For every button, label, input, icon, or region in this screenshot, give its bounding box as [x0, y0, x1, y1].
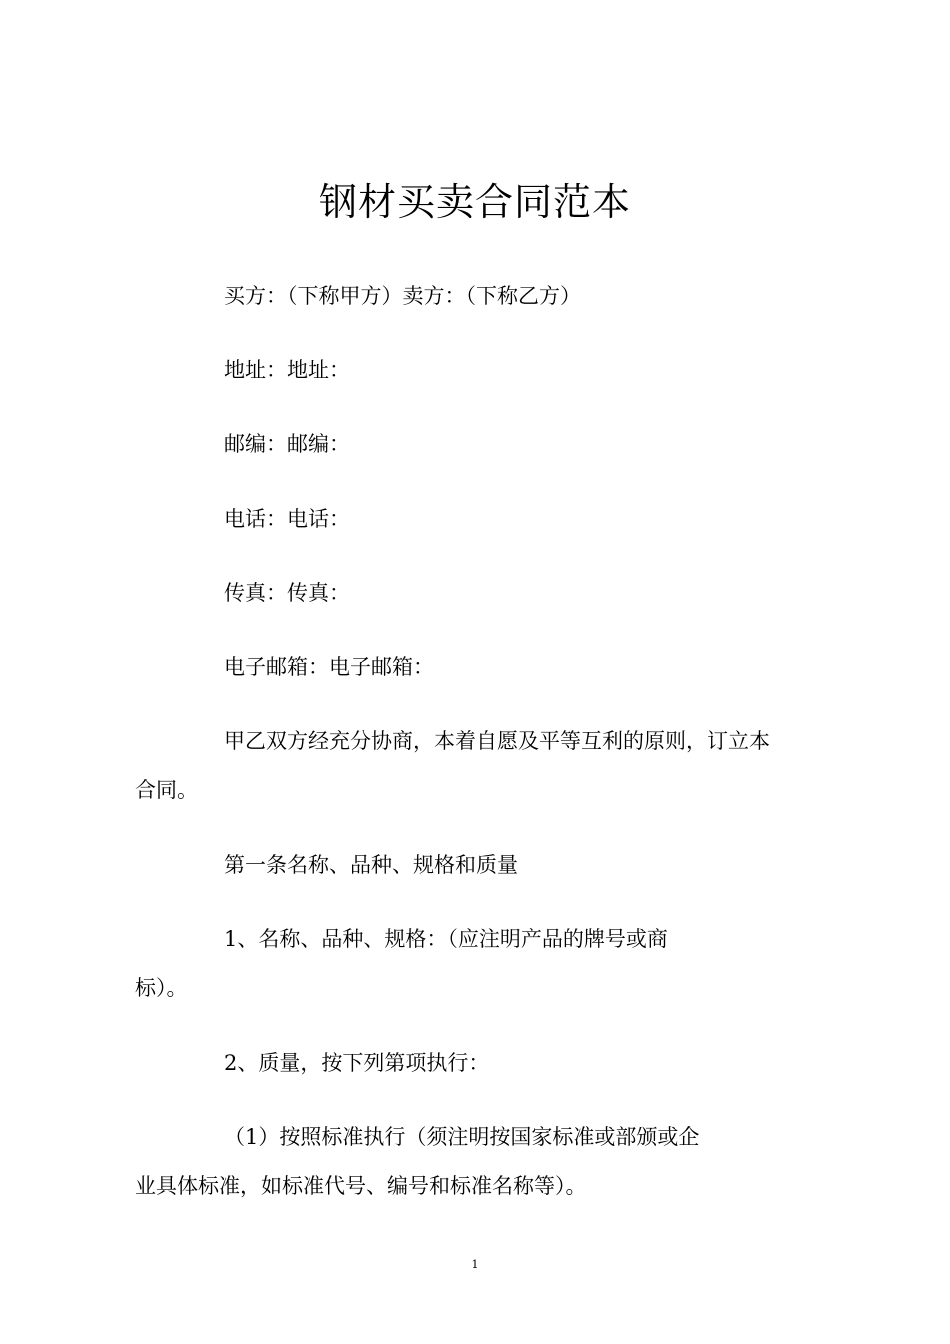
paragraph-email	[135, 643, 815, 692]
paragraph-line: 邮编：邮编：	[224, 432, 350, 456]
paragraph-line: 业具体标准，如标准代号、编号和标准名称等）。	[135, 1174, 587, 1198]
paragraph-parties	[135, 272, 815, 321]
paragraph-line: 标）。	[135, 976, 188, 1000]
paragraph-item-2-1	[135, 1113, 815, 1211]
page-number: 1	[471, 1258, 479, 1271]
paragraph-line: 2、质量，按下列第项执行：	[224, 1051, 490, 1075]
paragraph-fax	[135, 569, 815, 618]
paragraph-item-2	[135, 1039, 815, 1088]
paragraph-line: 传真：传真：	[224, 581, 350, 605]
paragraph-phone	[135, 495, 815, 544]
paragraph-line: 电子邮箱：电子邮箱：	[224, 655, 434, 679]
paragraph-address	[135, 346, 815, 395]
paragraph-line: 地址：地址：	[224, 358, 350, 382]
page-title: 钢材买卖合同范本	[318, 180, 631, 224]
paragraph-line: 甲乙双方经充分协商，本着自愿及平等互利的原则，订立本	[224, 729, 770, 753]
paragraph-agreement	[135, 717, 815, 815]
paragraph-line: 合同。	[135, 778, 198, 802]
paragraph-line: （1）按照标准执行（须注明按国家标准或部颁或企	[224, 1125, 700, 1149]
paragraph-postcode	[135, 420, 815, 469]
paragraph-line: 第一条名称、品种、规格和质量	[224, 853, 518, 877]
paragraph-line: 买方：（下称甲方）卖方：（下称乙方）	[224, 284, 581, 308]
paragraph-article-one	[135, 841, 815, 890]
paragraph-line: 电话：电话：	[224, 507, 350, 531]
paragraph-line: 1、名称、品种、规格：（应注明产品的牌号或商	[224, 927, 668, 951]
paragraph-item-1	[135, 915, 815, 1013]
